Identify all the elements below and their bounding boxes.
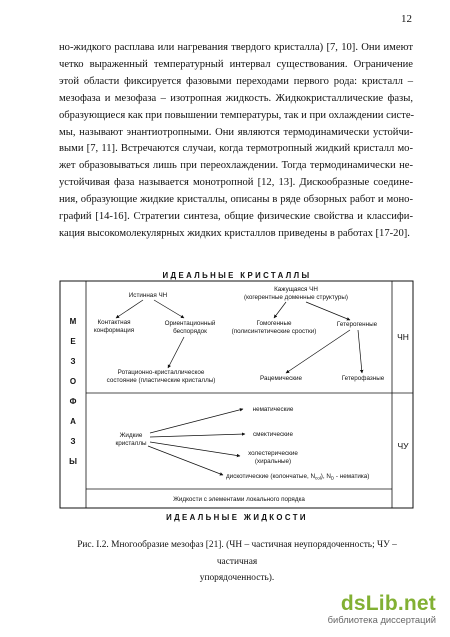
figure-caption [60, 537, 414, 587]
text-line: устойчивая фаза называется монотропной [12, 13]. Дискообразные соедине- [59, 177, 413, 189]
arrow [168, 337, 184, 368]
node-true-partial-disorder: Истинная ЧН [128, 292, 168, 299]
side-letter: З [70, 437, 76, 446]
node-smectic: смектические [253, 431, 293, 438]
node-orientational-disorder: Ориентационный [164, 320, 216, 327]
node-apparent-partial-disorder: (когерентные доменные структуры) [243, 294, 349, 301]
node-rotational-crystal: Ротационно-кристаллическое [117, 369, 205, 376]
text-line: образующиеся как при повышении температуры, так и при охлаждении систе- [59, 109, 415, 121]
text-line: выми [7, 11]. Встречаются случаи, когда термотропный жидкий кристалл мо- [59, 143, 413, 155]
node-nematic: нематические [252, 406, 294, 413]
node-liquid-crystals: кристаллы [115, 440, 147, 447]
text-line: жет образовываться лишь при переохлаждении. Тогда термодинамически не- [59, 160, 413, 172]
label-chn: ЧН [397, 332, 409, 342]
node-heterophase: Гетерофазные [341, 375, 385, 382]
node-homogeneous: Гомогенные [256, 320, 292, 327]
side-letter: Ы [69, 457, 77, 466]
side-letter: О [69, 377, 77, 386]
node-cholesteric: холестерические [248, 450, 298, 457]
watermark-tagline: библиотека диссертаций [327, 614, 436, 625]
arrow [286, 330, 350, 373]
text-line: графий [14-16]. Стратегии синтеза, общие физические свойства и классифи- [59, 211, 413, 223]
figure-top-title: ИДЕАЛЬНЫЕ КРИСТАЛЛЫ [162, 271, 312, 280]
arrow [116, 300, 143, 318]
text-line: мезофаза и мезофаза – изотропная жидкость. Жидкокристаллические фазы, [59, 92, 413, 104]
page-number: 12 [401, 13, 412, 25]
side-letter: Е [70, 337, 76, 346]
node-orientational-disorder: беспорядок [173, 328, 207, 335]
caption-line: упорядоченность). [199, 573, 275, 583]
text-line: ния, образующие жидкие кристаллы, описаны в ряде обзорных работ и моно- [59, 194, 413, 206]
watermark [328, 592, 436, 625]
node-local-order-liquids: Жидкости с элементами локального порядка [173, 496, 305, 503]
node-rotational-crystal: состояние (пластические кристаллы) [106, 377, 216, 384]
node-heterogeneous: Гетерогенные [336, 321, 378, 328]
text-line: четко выраженный температурный интервал существования. Ограничение [59, 58, 413, 70]
arrow [150, 409, 243, 433]
arrow [148, 446, 223, 475]
arrow [274, 302, 286, 318]
figure-bottom-title: ИДЕАЛЬНЫЕ ЖИДКОСТИ [166, 513, 308, 522]
arrow [306, 302, 350, 320]
text-line: кация высокомолекулярных жидких кристаллов приведены в работах [17-20]. [59, 227, 410, 239]
node-contact-conformation: конформация [93, 327, 135, 334]
side-letter: М [69, 317, 77, 326]
arrow [150, 442, 240, 456]
node-homogeneous: (полисинтетические сростки) [231, 328, 317, 335]
text-line: этой области фиксируется фазовыми переходами первого рода: кристалл – [59, 75, 413, 87]
arrow [154, 300, 184, 318]
side-letter: З [70, 357, 76, 366]
text-line: мы, называют энантиотропными. Они являются термодинамически устойчи- [59, 126, 413, 138]
node-racemic: Рацемические [259, 375, 303, 382]
caption-line: Рис. I.2. Многообразие мезофаз [21]. (ЧН – частичная неупорядоченность; ЧУ – частичная [77, 540, 397, 567]
arrow [358, 330, 362, 373]
watermark-logo: dsLib.net [340, 592, 436, 615]
text-line: но-жидкого расплава или нагревания твердого кристалла) [7, 10]. Они имеют [59, 42, 413, 53]
node-cholesteric: (хиральные) [254, 458, 292, 465]
arrow [150, 434, 245, 437]
node-contact-conformation: Контактная [97, 319, 131, 326]
node-apparent-partial-disorder: Кажущаяся ЧН [274, 286, 318, 293]
node-discotic: дискотические (колончатые, $N_{col}$), $N_D$ - нематика) [226, 473, 370, 481]
label-chu: ЧУ [397, 441, 409, 451]
side-letter: Ф [69, 397, 77, 406]
side-letter: А [70, 417, 76, 426]
node-liquid-crystals: Жидкие [119, 432, 143, 439]
